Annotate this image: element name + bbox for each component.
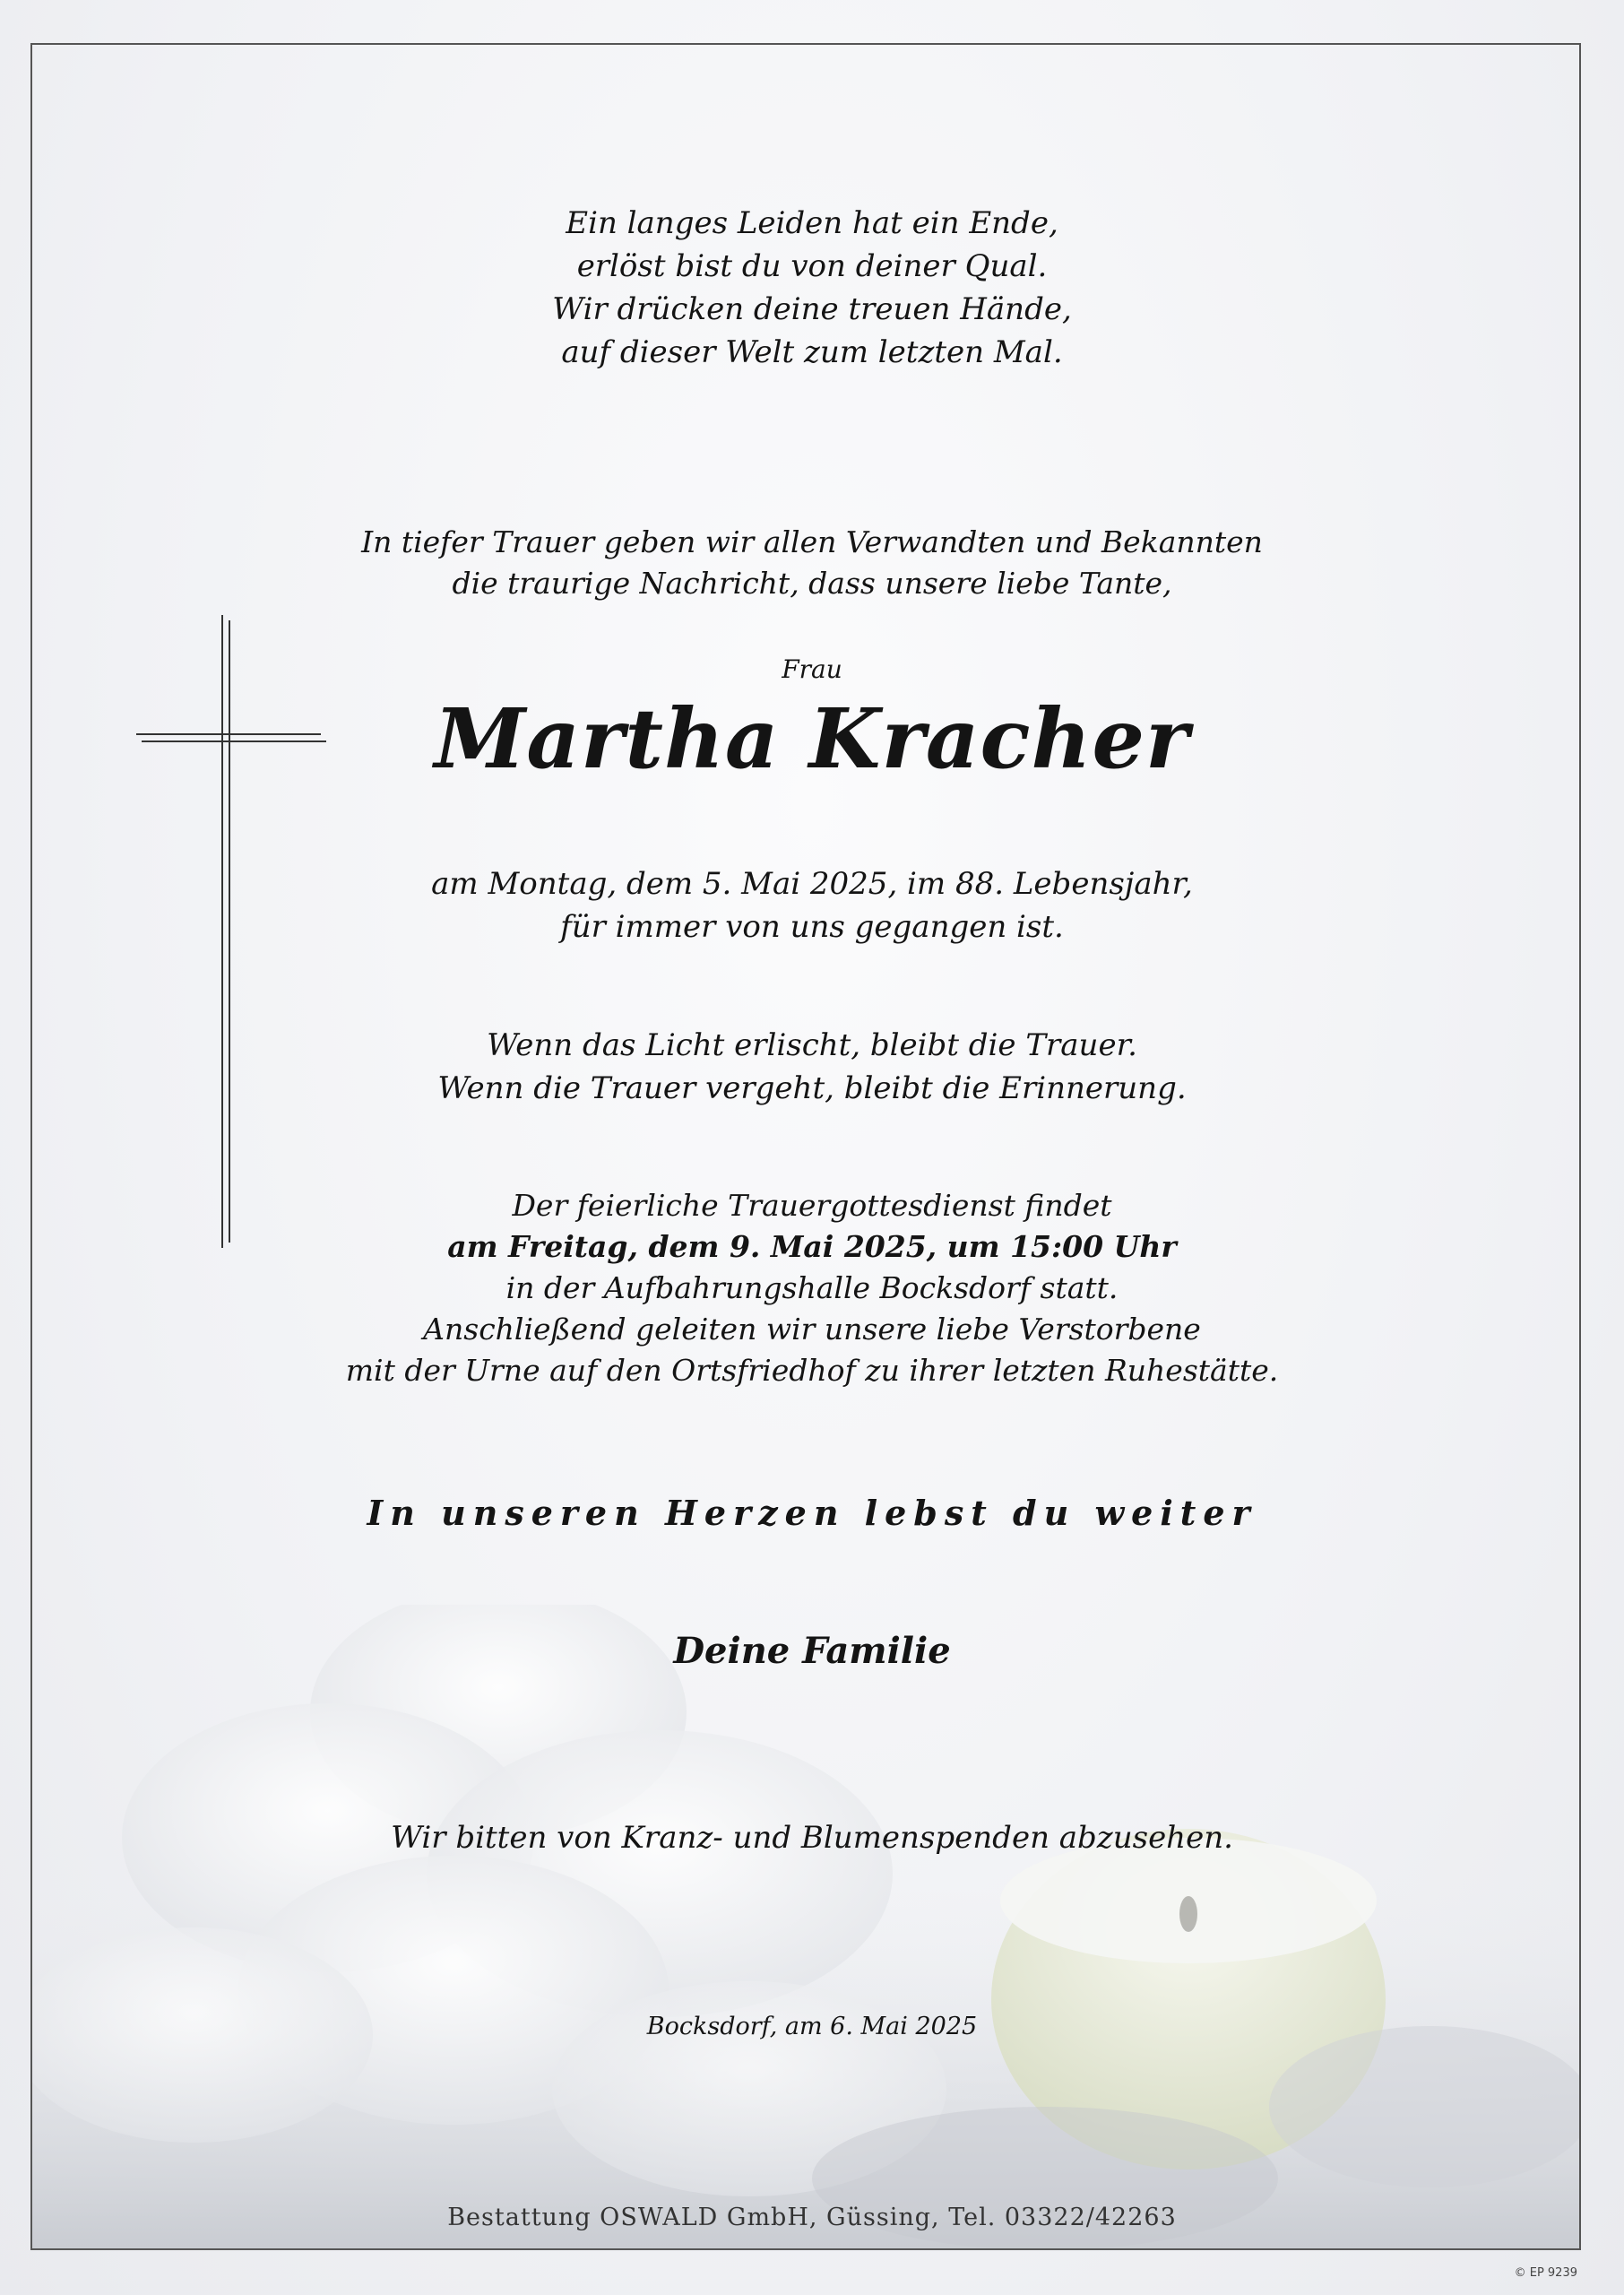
print-code: © EP 9239 [1514,2266,1577,2280]
service-line: Anschließend geleiten wir unsere liebe Verstorbene [423,1312,1201,1347]
service-line: Der feierliche Trauergottesdienst findet [512,1188,1112,1223]
service-details [0,1185,1624,1391]
funeral-home-footer: Bestattung OSWALD GmbH, Güssing, Tel. 03322/42263 [447,2204,1177,2231]
announcement-line: die traurige Nachricht, dass unsere liebe Tante, [452,566,1172,601]
poem-line: auf dieser Welt zum letzten Mal. [561,334,1063,370]
death-line: für immer von uns gegangen ist. [560,909,1064,945]
poem-line: erlöst bist du von deiner Qual. [576,248,1048,284]
poem-line: Ein langes Leiden hat ein Ende, [566,205,1058,241]
announcement-line: In tiefer Trauer geben wir allen Verwandten und Bekannten [361,524,1263,559]
poem-line: Wir drücken deine treuen Hände, [552,291,1072,327]
service-line: mit der Urne auf den Ortsfriedhof zu ihrer letzten Ruhestätte. [345,1353,1279,1388]
service-datetime: am Freitag, dem 9. Mai 2025, um 15:00 Uhr [447,1229,1177,1264]
place-date: Bocksdorf, am 6. Mai 2025 [646,2013,978,2040]
quote-line: Wenn das Licht erlischt, bleibt die Trauer. [487,1027,1137,1063]
salutation: Frau [782,654,842,684]
memorial-quote [0,1024,1624,1110]
death-notice [0,862,1624,948]
service-line: in der Aufbahrungshalle Bocksdorf statt. [505,1270,1119,1305]
donation-note: Wir bitten von Kranz- und Blumenspenden abzusehen. [391,1820,1233,1856]
announcement [0,522,1624,604]
death-line: am Montag, dem 5. Mai 2025, im 88. Lebensjahr, [431,866,1193,902]
opening-poem [0,202,1624,374]
family-signature: Deine Familie [673,1630,951,1672]
quote-line: Wenn die Trauer vergeht, bleibt die Erinnerung. [437,1070,1187,1106]
deceased-name: Martha Kracher [434,690,1190,787]
motto: In unseren Herzen lebst du weiter [367,1493,1257,1533]
